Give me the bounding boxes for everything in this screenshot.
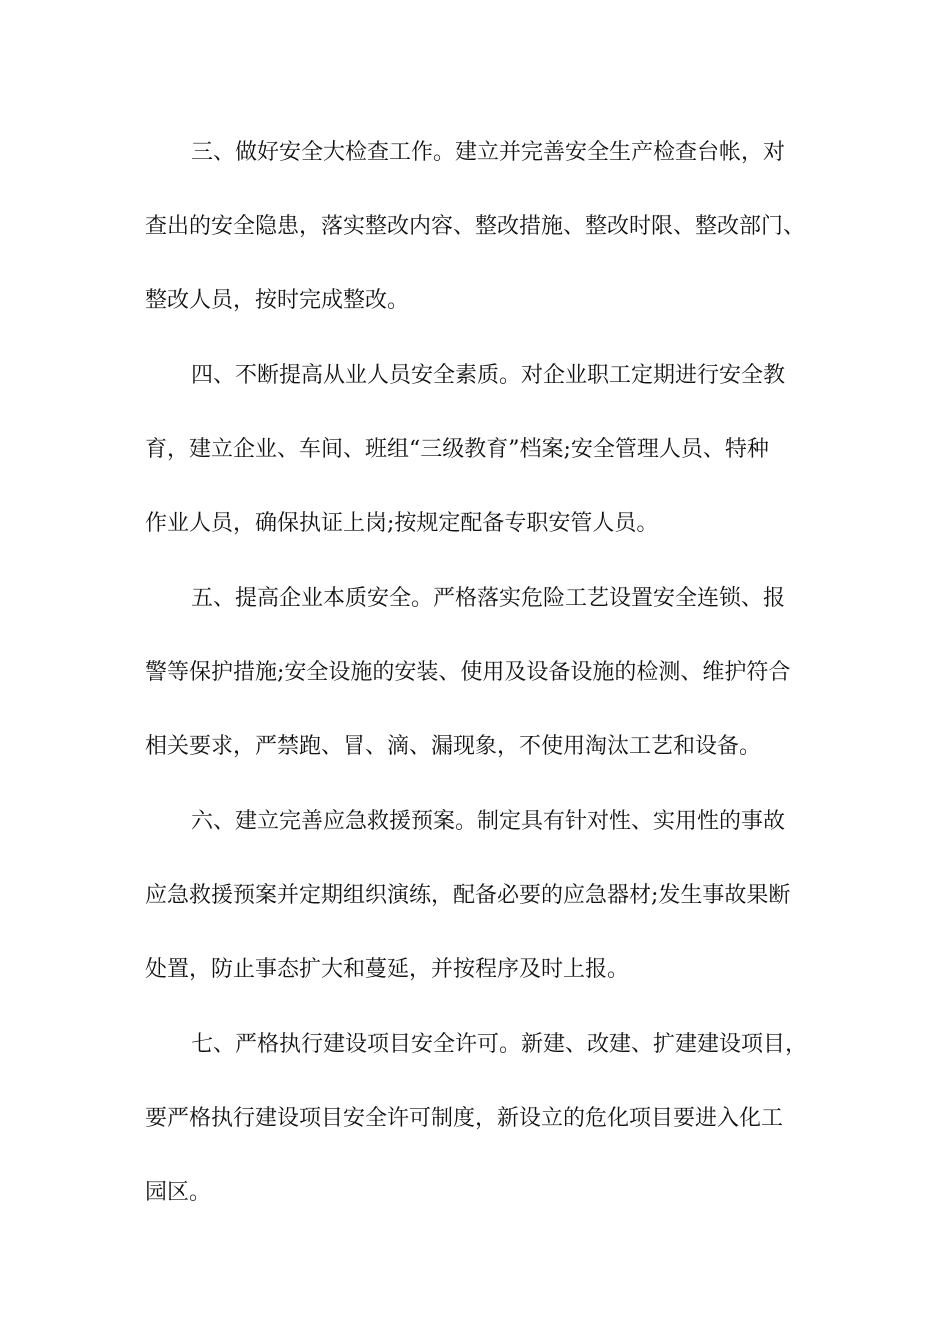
- paragraph-line: 六、建立完善应急救援预案。制定具有针对性、实用性的事故: [191, 809, 786, 834]
- paragraph-line: 作业人员，确保执证上岗;按规定配备专职安管人员。: [145, 511, 659, 536]
- paragraph-line: 七、严格执行建设项目安全许可。新建、改建、扩建建设项目，: [191, 1032, 808, 1057]
- paragraph-line: 三、做好安全大检查工作。建立并完善安全生产检查台帐，对: [191, 140, 786, 165]
- paragraph-line: 园区。: [145, 1180, 212, 1205]
- paragraph-line: 四、不断提高从业人员安全素质。对企业职工定期进行安全教: [191, 363, 786, 388]
- paragraph-line: 整改人员，按时完成整改。: [145, 288, 410, 313]
- paragraph-line: 警等保护措施;安全设施的安装、使用及设备设施的检测、维护符合: [145, 660, 791, 685]
- paragraph-line: 育，建立企业、车间、班组“三级教育”档案;安全管理人员、特种: [145, 437, 769, 462]
- paragraph-line: 要严格执行建设项目安全许可制度，新设立的危化项目要进入化工: [145, 1106, 784, 1131]
- paragraph-line: 查出的安全隐患，落实整改内容、整改措施、整改时限、整改部门、: [145, 214, 806, 239]
- paragraph-line: 相关要求，严禁跑、冒、滴、漏现象，不使用淘汰工艺和设备。: [145, 734, 762, 759]
- paragraph-line: 五、提高企业本质安全。严格落实危险工艺设置安全连锁、报: [191, 586, 786, 611]
- paragraph-line: 处置，防止事态扩大和蔓延，并按程序及时上报。: [145, 957, 630, 982]
- paragraph-line: 应急救援预案并定期组织演练，配备必要的应急器材;发生事故果断: [145, 883, 791, 908]
